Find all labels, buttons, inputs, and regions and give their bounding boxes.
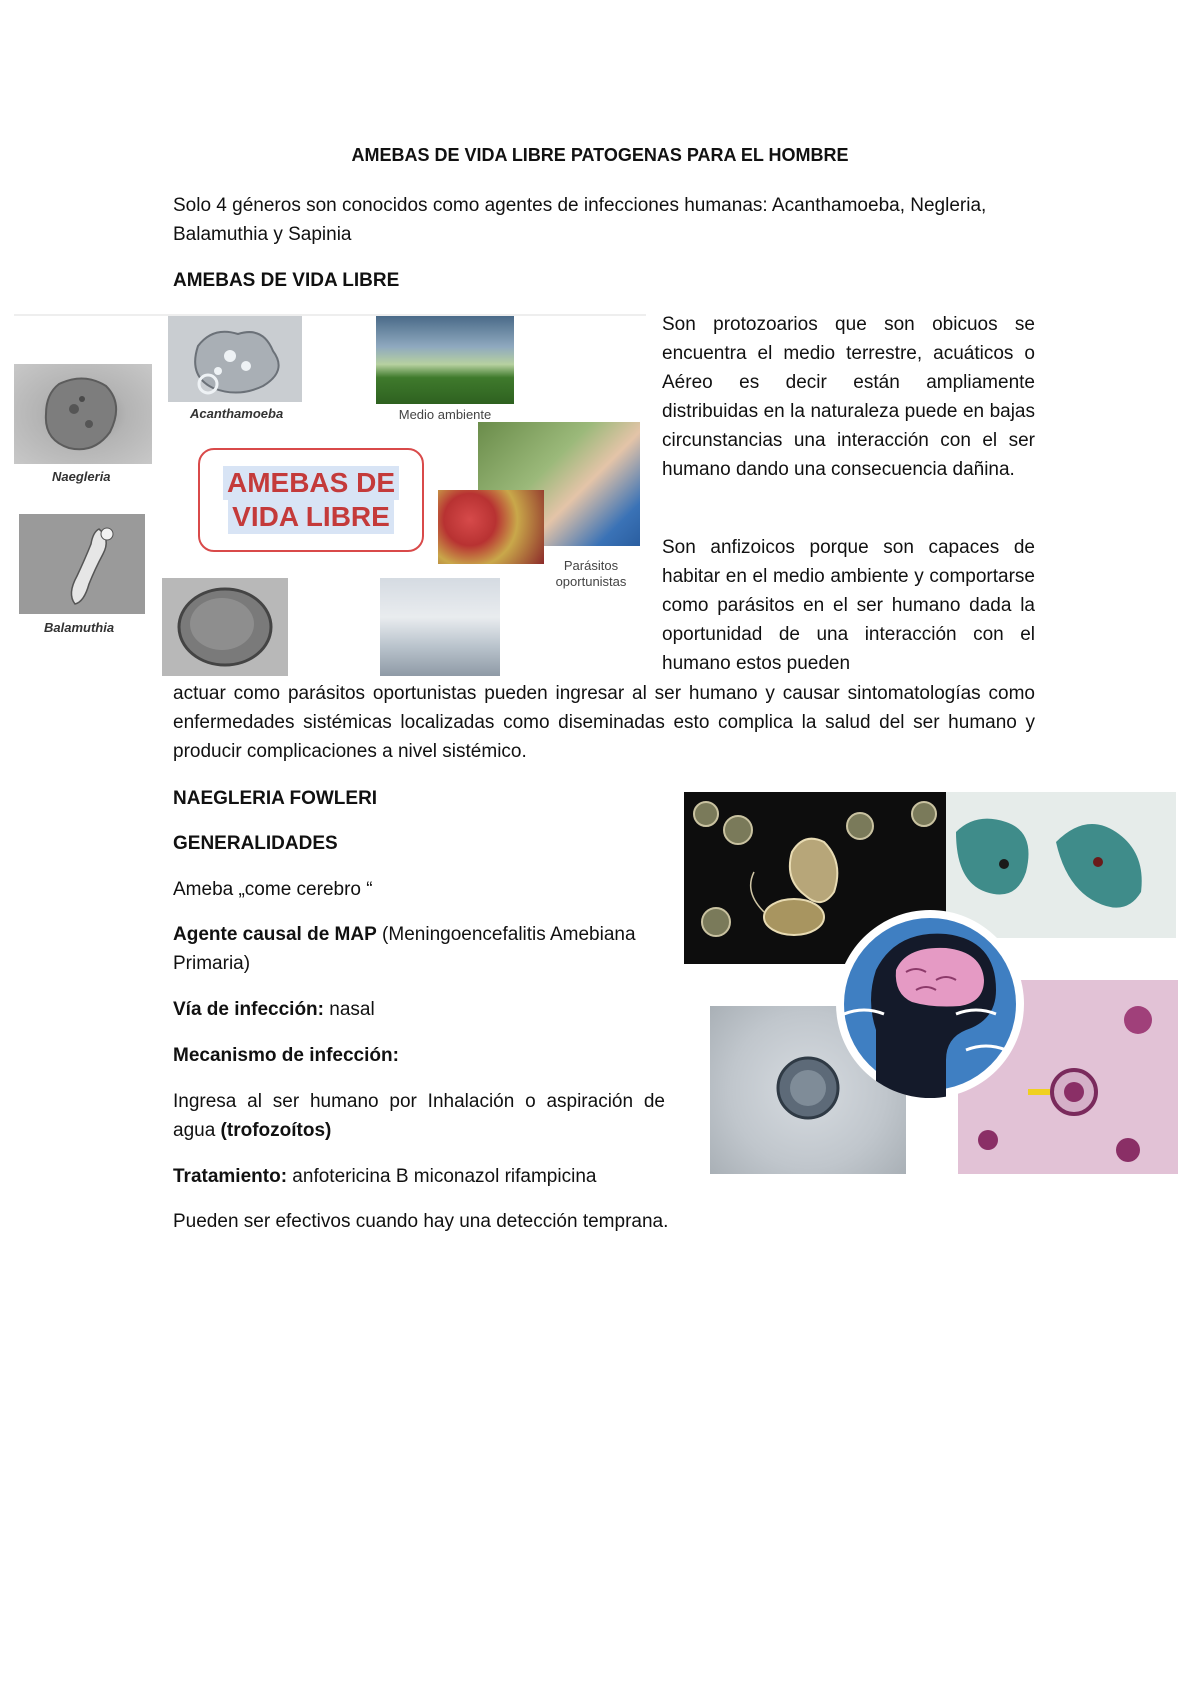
agente-label: Agente causal de MAP <box>173 924 377 945</box>
balamuthia-image <box>19 514 145 614</box>
acanthamoeba-image <box>168 316 302 402</box>
acanthamoeba-caption: Acanthamoeba <box>190 406 284 421</box>
trofozoitos-text: (trofozoítos) <box>220 1120 332 1141</box>
tratamiento-value: anfotericina B miconazol rifampicina <box>287 1166 597 1187</box>
intro-paragraph: Solo 4 géneros son conocidos como agentes de infecciones humanas: Acanthamoeba, Negleria, Balamuthia y Sapinia <box>173 195 987 245</box>
hospital-image <box>380 578 500 676</box>
cyst-image <box>162 578 288 676</box>
badge-line-2: VIDA LIBRE <box>228 500 394 534</box>
parasitos-caption <box>544 558 638 590</box>
parasite-cells-image <box>438 490 544 564</box>
para-anfizoicos-side: Son anfizoicos porque son capaces de habitar en el medio ambiente y comportarse como parásitos en el ser humano dada la oportunidad de una interacción con el humano estos pueden <box>662 537 1035 674</box>
deteccion-temprana: Pueden ser efectivos cuando hay una detección temprana. <box>173 1211 669 1232</box>
amebas-badge <box>198 448 424 552</box>
naegleria-collage <box>684 792 1180 1174</box>
para-anfizoicos-full: actuar como parásitos oportunistas pueden ingresar al ser humano y causar sintomatologías como enfermedades sistémicas localizadas como diseminadas esto complica la salud del ser humano y producir complicaciones a nivel sistémico. <box>173 683 1035 762</box>
parasitos-caption-line2: oportunistas <box>555 574 627 589</box>
badge-line-1: AMEBAS DE <box>223 466 399 500</box>
brain-illustration <box>836 910 1024 1098</box>
environment-image <box>376 316 514 404</box>
via-infeccion <box>173 995 375 1024</box>
via-label: Vía de infección: <box>173 999 324 1020</box>
agente-causal <box>173 920 665 978</box>
naegleria-stained-image <box>946 792 1176 938</box>
para-protozoarios: Son protozoarios que son obicuos se encuentra el medio terrestre, acuáticos o Aéreo es decir están ampliamente distribuidas en la naturaleza puede en bajas circunstancias una interacción con el ser humano dando una consecuencia dañina. <box>662 314 1035 480</box>
naegleria-caption: Naegleria <box>52 469 111 484</box>
tratamiento <box>173 1162 596 1191</box>
subheading-generalidades: GENERALIDADES <box>173 833 338 854</box>
page-title: AMEBAS DE VIDA LIBRE PATOGENAS PARA EL HOMBRE <box>351 145 849 165</box>
ingresa-paragraph <box>173 1087 665 1145</box>
via-value: nasal <box>323 999 375 1020</box>
tratamiento-label: Tratamiento: <box>173 1166 288 1187</box>
agente-value: (Meningoencefalitis Amebiana Primaria) <box>173 924 636 974</box>
naegleria-image <box>14 364 152 464</box>
ingresa-text: Ingresa al ser humano por Inhalación o aspiración de agua <box>173 1091 665 1141</box>
amebas-collage <box>14 314 646 684</box>
section-heading-amebas: AMEBAS DE VIDA LIBRE <box>173 270 400 291</box>
mecanismo-heading: Mecanismo de infección: <box>173 1045 399 1066</box>
ameba-nickname: Ameba „come cerebro “ <box>173 879 373 900</box>
section-heading-naegleria: NAEGLERIA FOWLERI <box>173 788 378 809</box>
parasitos-caption-line1: Parásitos <box>563 558 619 573</box>
environment-caption: Medio ambiente <box>398 407 492 422</box>
balamuthia-caption: Balamuthia <box>44 620 115 635</box>
